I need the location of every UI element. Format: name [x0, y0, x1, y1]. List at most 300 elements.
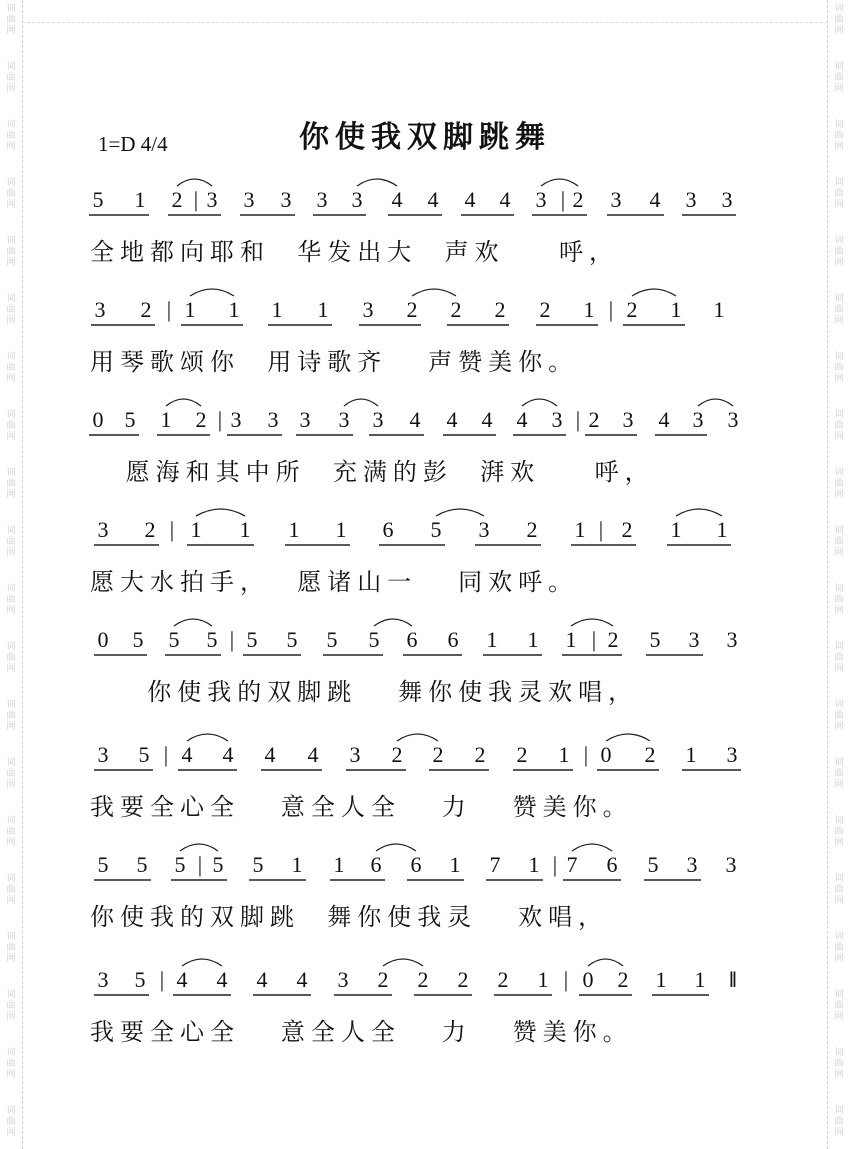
note: 2: [607, 627, 619, 652]
watermark-glyph: 曲: [834, 711, 844, 721]
score-system: [0, 620, 850, 730]
lyrics-line: 全地都向耶和 华发出大 声欢 呼，: [90, 238, 620, 266]
note: 4: [516, 407, 528, 432]
watermark-glyph: 词: [834, 410, 844, 420]
note: 0: [92, 407, 104, 432]
lyrics-line: 我要全心全 意全人全 力 赞美你。: [90, 793, 633, 821]
barline: |: [560, 187, 566, 212]
note: 3: [243, 187, 255, 212]
note: 2: [494, 297, 506, 322]
note: 5: [212, 852, 224, 877]
note: 2: [539, 297, 551, 322]
watermark-glyph: 词: [834, 1048, 844, 1058]
note: 3: [362, 297, 374, 322]
note: 3: [727, 407, 739, 432]
note: 5: [92, 187, 104, 212]
watermark-glyph: 词: [6, 874, 16, 884]
barline: |: [229, 627, 235, 652]
watermark-glyph: 网: [834, 142, 844, 152]
barline: |: [563, 967, 569, 992]
note: 5: [649, 627, 661, 652]
watermark-glyph: 曲: [834, 885, 844, 895]
key-signature: 1=D 4/4: [98, 132, 168, 156]
note: 5: [132, 627, 144, 652]
watermark-glyph: 网: [834, 258, 844, 268]
note: 2: [432, 742, 444, 767]
note: 3: [688, 627, 700, 652]
note: 1: [291, 852, 303, 877]
watermark-glyph: 词: [834, 758, 844, 768]
note: 4: [296, 967, 308, 992]
note: 3: [721, 187, 733, 212]
watermark-glyph: 曲: [834, 189, 844, 199]
watermark-glyph: 词: [834, 62, 844, 72]
note: 5: [326, 627, 338, 652]
note: 5: [368, 627, 380, 652]
score-system: [0, 960, 850, 1070]
note: 1: [694, 967, 706, 992]
watermark-glyph: 词: [834, 700, 844, 710]
watermark-glyph: 网: [6, 316, 16, 326]
watermark-glyph: 网: [834, 84, 844, 94]
slur: [632, 289, 676, 296]
watermark-glyph: 网: [834, 26, 844, 36]
slur: [357, 179, 397, 186]
note: 1: [228, 297, 240, 322]
note: 4: [409, 407, 421, 432]
slur: [522, 399, 557, 406]
note: 1: [317, 297, 329, 322]
score-system: [0, 400, 850, 510]
watermark-glyph: 网: [6, 142, 16, 152]
watermark-glyph: 曲: [834, 943, 844, 953]
score-system: [0, 510, 850, 620]
watermark-glyph: 曲: [834, 15, 844, 25]
watermark-glyph: 曲: [834, 305, 844, 315]
watermark-glyph: 网: [6, 606, 16, 616]
lyrics-line: 用琴歌颂你 用诗歌齐 声赞美你。: [90, 348, 579, 376]
note: 1: [565, 627, 577, 652]
watermark-glyph: 网: [834, 490, 844, 500]
watermark-glyph: 网: [6, 374, 16, 384]
barline: |: [583, 742, 589, 767]
note: 5: [206, 627, 218, 652]
note: 5: [168, 627, 180, 652]
watermark-glyph: 网: [834, 664, 844, 674]
note: 4: [464, 187, 476, 212]
watermark-glyph: 网: [6, 84, 16, 94]
note: 3: [316, 187, 328, 212]
note: 2: [626, 297, 638, 322]
watermark-glyph: 词: [6, 758, 16, 768]
watermark-glyph: 曲: [6, 363, 16, 373]
note: 4: [391, 187, 403, 212]
note: 4: [499, 187, 511, 212]
note: 5: [124, 407, 136, 432]
note: 2: [621, 517, 633, 542]
note: 3: [622, 407, 634, 432]
watermark-glyph: 曲: [6, 479, 16, 489]
note: 3: [551, 407, 563, 432]
note: 2: [516, 742, 528, 767]
note: 1: [528, 852, 540, 877]
note: 4: [256, 967, 268, 992]
watermark-glyph: 网: [834, 780, 844, 790]
watermark-glyph: 网: [834, 1012, 844, 1022]
slur: [412, 289, 456, 296]
note: 1: [449, 852, 461, 877]
note: 2: [171, 187, 183, 212]
watermark-glyph: 网: [6, 26, 16, 36]
note: 1: [716, 517, 728, 542]
note: 3: [725, 852, 737, 877]
note: 1: [271, 297, 283, 322]
note: 7: [566, 852, 578, 877]
watermark-glyph: 网: [834, 374, 844, 384]
watermark-glyph: 曲: [834, 537, 844, 547]
slur: [187, 734, 228, 741]
note: 4: [649, 187, 661, 212]
note: 6: [382, 517, 394, 542]
watermark-glyph: 网: [6, 432, 16, 442]
slur: [374, 619, 412, 626]
watermark-glyph: 网: [6, 1070, 16, 1080]
watermark-glyph: 词: [834, 120, 844, 130]
note: 2: [406, 297, 418, 322]
watermark-glyph: 网: [6, 780, 16, 790]
note: 4: [264, 742, 276, 767]
note: 7: [489, 852, 501, 877]
note: 3: [338, 407, 350, 432]
slur: [571, 619, 613, 626]
note: 0: [97, 627, 109, 652]
score-system: [0, 180, 850, 290]
lyrics-line: 愿大水拍手， 愿诸山一 同欢呼。: [90, 568, 579, 596]
note: 1: [288, 517, 300, 542]
watermark-glyph: 网: [834, 1070, 844, 1080]
note: 5: [136, 852, 148, 877]
watermark-glyph: 曲: [6, 247, 16, 257]
watermark-glyph: 词: [6, 352, 16, 362]
note: 3: [206, 187, 218, 212]
slur: [698, 399, 733, 406]
barline: |: [159, 967, 165, 992]
barline: |: [591, 627, 597, 652]
watermark-glyph: 曲: [834, 73, 844, 83]
watermark-glyph: 词: [6, 62, 16, 72]
watermark-glyph: 曲: [834, 247, 844, 257]
note: 3: [726, 627, 738, 652]
watermark-glyph: 曲: [6, 595, 16, 605]
note: 2: [391, 742, 403, 767]
note: 1: [134, 187, 146, 212]
watermark-glyph: 词: [6, 1048, 16, 1058]
note: 5: [138, 742, 150, 767]
watermark-glyph: 词: [834, 526, 844, 536]
watermark-glyph: 词: [834, 236, 844, 246]
note: 3: [535, 187, 547, 212]
watermark-glyph: 词: [834, 584, 844, 594]
watermark-glyph: 网: [834, 838, 844, 848]
watermark-glyph: 网: [834, 954, 844, 964]
watermark-glyph: 曲: [6, 421, 16, 431]
slur: [397, 734, 438, 741]
note: 3: [280, 187, 292, 212]
note: 1: [670, 297, 682, 322]
note: 6: [447, 627, 459, 652]
note: 3: [478, 517, 490, 542]
watermark-glyph: 曲: [834, 1001, 844, 1011]
note: 4: [481, 407, 493, 432]
note: 1: [527, 627, 539, 652]
watermark-glyph: 网: [6, 896, 16, 906]
watermark-glyph: 网: [834, 200, 844, 210]
watermark-glyph: 曲: [834, 769, 844, 779]
watermark-glyph: 词: [6, 816, 16, 826]
note: 2: [140, 297, 152, 322]
watermark-glyph: 曲: [6, 1117, 16, 1127]
note: 1: [335, 517, 347, 542]
watermark-glyph: 曲: [834, 479, 844, 489]
watermark-glyph: 曲: [6, 537, 16, 547]
watermark-glyph: 词: [834, 1106, 844, 1116]
note: 5: [252, 852, 264, 877]
note: 3: [686, 852, 698, 877]
note: 2: [144, 517, 156, 542]
lyrics-line: 我要全心全 意全人全 力 赞美你。: [90, 1018, 633, 1046]
note: 3: [351, 187, 363, 212]
barline: |: [197, 852, 203, 877]
barline: |: [217, 407, 223, 432]
note: 4: [446, 407, 458, 432]
note: 3: [726, 742, 738, 767]
watermark-glyph: 词: [834, 4, 844, 14]
final-barline: ‖: [729, 967, 737, 992]
note: 1: [558, 742, 570, 767]
note: 3: [349, 742, 361, 767]
watermark-glyph: 词: [6, 932, 16, 942]
watermark-glyph: 曲: [834, 131, 844, 141]
slur: [383, 959, 423, 966]
barline: |: [608, 297, 614, 322]
watermark-glyph: 网: [6, 490, 16, 500]
watermark-glyph: 网: [6, 1012, 16, 1022]
note: 2: [457, 967, 469, 992]
watermark-glyph: 曲: [6, 827, 16, 837]
watermark-glyph: 词: [834, 816, 844, 826]
note: 3: [230, 407, 242, 432]
song-title: 你使我双脚跳舞: [299, 120, 551, 155]
note: 1: [655, 967, 667, 992]
note: 1: [583, 297, 595, 322]
note: 4: [427, 187, 439, 212]
watermark-glyph: 词: [6, 4, 16, 14]
watermark-glyph: 网: [6, 258, 16, 268]
watermark-glyph: 曲: [6, 1059, 16, 1069]
watermark-glyph: 词: [6, 1106, 16, 1116]
watermark-glyph: 词: [6, 642, 16, 652]
note: 5: [134, 967, 146, 992]
watermark-glyph: 网: [834, 606, 844, 616]
note: 2: [474, 742, 486, 767]
watermark-glyph: 曲: [834, 653, 844, 663]
note: 6: [406, 627, 418, 652]
note: 3: [610, 187, 622, 212]
watermark-glyph: 词: [834, 352, 844, 362]
note: 5: [647, 852, 659, 877]
watermark-glyph: 曲: [834, 421, 844, 431]
lyrics-line: 你使我的双脚跳 舞你使我灵 欢唱，: [90, 903, 609, 931]
note: 1: [190, 517, 202, 542]
watermark-glyph: 曲: [6, 943, 16, 953]
note: 4: [181, 742, 193, 767]
watermark-glyph: 词: [6, 700, 16, 710]
note: 1: [486, 627, 498, 652]
slur: [190, 289, 234, 296]
note: 4: [222, 742, 234, 767]
slur: [436, 509, 484, 516]
watermark-glyph: 词: [6, 120, 16, 130]
note: 2: [526, 517, 538, 542]
watermark-glyph: 曲: [834, 595, 844, 605]
watermark-glyph: 网: [6, 1128, 16, 1138]
note: 2: [617, 967, 629, 992]
watermark-glyph: 词: [6, 294, 16, 304]
note: 4: [658, 407, 670, 432]
watermark-glyph: 词: [6, 584, 16, 594]
note: 1: [160, 407, 172, 432]
score-system: [0, 735, 850, 845]
note: 3: [685, 187, 697, 212]
note: 1: [537, 967, 549, 992]
watermark-glyph: 曲: [834, 1059, 844, 1069]
note: 3: [267, 407, 279, 432]
slur: [344, 399, 378, 406]
score-system: [0, 290, 850, 400]
watermark-glyph: 网: [834, 1128, 844, 1138]
note: 2: [450, 297, 462, 322]
slur: [177, 179, 212, 186]
watermark-glyph: 网: [834, 548, 844, 558]
note: 5: [430, 517, 442, 542]
watermark-glyph: 曲: [834, 1117, 844, 1127]
slur: [676, 509, 722, 516]
watermark-glyph: 词: [834, 468, 844, 478]
note: 3: [692, 407, 704, 432]
note: 2: [644, 742, 656, 767]
slur: [166, 399, 201, 406]
lyrics-line: 愿海和其中所 充满的彭 湃欢 呼，: [112, 458, 655, 486]
note: 1: [239, 517, 251, 542]
note: 0: [582, 967, 594, 992]
note: 3: [97, 742, 109, 767]
slur: [174, 619, 212, 626]
note: 2: [497, 967, 509, 992]
watermark-glyph: 曲: [834, 363, 844, 373]
watermark-glyph: 曲: [6, 885, 16, 895]
note: 3: [372, 407, 384, 432]
watermark-glyph: 曲: [6, 73, 16, 83]
watermark-glyph: 词: [6, 526, 16, 536]
note: 0: [600, 742, 612, 767]
note: 3: [337, 967, 349, 992]
watermark-glyph: 词: [834, 178, 844, 188]
barline: |: [552, 852, 558, 877]
note: 3: [94, 297, 106, 322]
note: 2: [417, 967, 429, 992]
watermark-glyph: 词: [6, 468, 16, 478]
watermark-glyph: 网: [6, 664, 16, 674]
slur: [541, 179, 578, 186]
barline: |: [575, 407, 581, 432]
slur: [572, 844, 612, 851]
barline: |: [193, 187, 199, 212]
watermark-glyph: 曲: [6, 1001, 16, 1011]
note: 3: [97, 517, 109, 542]
watermark-glyph: 网: [6, 722, 16, 732]
barline: |: [169, 517, 175, 542]
note: 5: [174, 852, 186, 877]
slur: [196, 509, 245, 516]
watermark-glyph: 网: [6, 954, 16, 964]
watermark-glyph: 词: [834, 990, 844, 1000]
watermark-glyph: 曲: [6, 653, 16, 663]
note: 5: [286, 627, 298, 652]
watermark-glyph: 网: [834, 316, 844, 326]
watermark-glyph: 词: [6, 410, 16, 420]
note: 1: [574, 517, 586, 542]
note: 2: [195, 407, 207, 432]
watermark-glyph: 曲: [6, 189, 16, 199]
watermark-glyph: 词: [834, 642, 844, 652]
note: 6: [410, 852, 422, 877]
note: 1: [184, 297, 196, 322]
barline: |: [163, 742, 169, 767]
slur: [182, 959, 222, 966]
slur: [376, 844, 416, 851]
slur: [588, 959, 623, 966]
note: 1: [713, 297, 725, 322]
watermark-glyph: 词: [834, 932, 844, 942]
slur: [180, 844, 218, 851]
watermark-glyph: 网: [6, 200, 16, 210]
top-dashed-border: [22, 22, 828, 23]
note: 3: [97, 967, 109, 992]
watermark-glyph: 词: [6, 990, 16, 1000]
note: 2: [588, 407, 600, 432]
watermark-glyph: 曲: [6, 769, 16, 779]
watermark-glyph: 曲: [6, 711, 16, 721]
watermark-glyph: 词: [834, 874, 844, 884]
note: 1: [333, 852, 345, 877]
watermark-glyph: 词: [834, 294, 844, 304]
watermark-glyph: 网: [834, 896, 844, 906]
watermark-glyph: 网: [834, 432, 844, 442]
watermark-glyph: 网: [6, 548, 16, 558]
slur: [606, 734, 650, 741]
barline: |: [598, 517, 604, 542]
note: 5: [246, 627, 258, 652]
score-system: [0, 845, 850, 955]
note: 1: [685, 742, 697, 767]
watermark-glyph: 曲: [6, 305, 16, 315]
watermark-glyph: 曲: [6, 131, 16, 141]
note: 2: [572, 187, 584, 212]
watermark-glyph: 网: [834, 722, 844, 732]
barline: |: [166, 297, 172, 322]
note: 4: [176, 967, 188, 992]
note: 6: [606, 852, 618, 877]
